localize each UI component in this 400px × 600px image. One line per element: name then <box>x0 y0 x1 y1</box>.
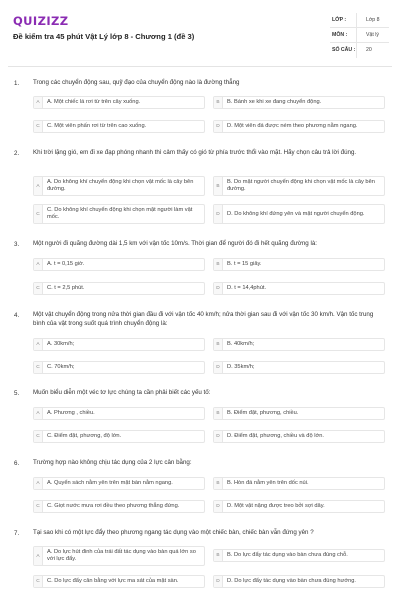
option-letter: B <box>214 478 223 489</box>
option-letter: A <box>34 478 43 489</box>
option-d[interactable] <box>213 430 385 443</box>
option-d[interactable] <box>213 120 385 133</box>
option-text: D. 35km/h; <box>227 364 255 370</box>
option-letter: C <box>34 501 43 512</box>
option-b[interactable] <box>213 338 385 351</box>
option-letter: D <box>214 283 223 294</box>
option-letter: B <box>214 259 223 270</box>
option-a[interactable] <box>33 338 205 351</box>
info-label: SỐ CÂU : <box>332 47 356 53</box>
option-text: B. Bánh xe khi xe đang chuyển động. <box>227 99 322 105</box>
option-b[interactable] <box>213 477 385 490</box>
option-d[interactable] <box>213 500 385 513</box>
info-label: LỚP : <box>332 17 347 23</box>
option-c[interactable] <box>33 282 205 295</box>
option-c[interactable] <box>33 120 205 133</box>
info-value: Vật lý <box>366 32 379 38</box>
option-letter: A <box>34 259 43 270</box>
option-letter: A <box>34 547 43 565</box>
question-text: Trường hợp nào không chịu tác dụng của 2 lực cân bằng: <box>33 459 192 466</box>
option-text: B. Hòn đá nằm yên trên dốc núi. <box>227 480 309 486</box>
question-text: Muốn biểu diễn một véc tơ lực chúng ta cần phải biết các yếu tố: <box>33 389 211 396</box>
option-text: D. Một vật nặng được treo bởi sợi dây. <box>227 503 325 509</box>
question-number: 4. <box>14 312 20 319</box>
option-text: A. Do lực hút đinh của trái đất tác dụng vào bàn quá lớn so với lực đẩy. <box>47 549 196 562</box>
info-row-subject <box>330 28 389 43</box>
info-row-count <box>330 43 389 58</box>
option-letter: B <box>214 408 223 419</box>
option-text: A. Một chiếc lá rơi từ trên cây xuống. <box>47 99 141 105</box>
option-letter: D <box>214 431 223 442</box>
option-b[interactable] <box>213 258 385 271</box>
option-a[interactable] <box>33 176 205 196</box>
option-text: B. Do mặt người chuyển động khi chọn vật mốc là cây bên đường. <box>227 179 375 192</box>
option-d[interactable] <box>213 282 385 295</box>
option-text: A. t = 0,15 giờ. <box>47 261 85 267</box>
option-letter: A <box>34 339 43 350</box>
option-a[interactable] <box>33 546 205 566</box>
worksheet-header <box>0 0 400 66</box>
header-divider <box>8 66 392 67</box>
option-text: D. Một viên đá được ném theo phương nằm ngang. <box>227 123 358 129</box>
option-letter: C <box>34 576 43 587</box>
option-c[interactable] <box>33 500 205 513</box>
option-letter: D <box>214 501 223 512</box>
question-text: Một người đi quãng đường dài 1,5 km với vận tốc 10m/s. Thời gian để người đó đi hết quãng đường là: <box>33 240 317 247</box>
option-text: D. Do lực đẩy tác dụng vào bàn chưa đúng hướng. <box>227 578 356 584</box>
question-number: 3. <box>14 241 20 248</box>
option-letter: C <box>34 121 43 132</box>
option-letter: C <box>34 205 43 223</box>
option-d[interactable] <box>213 575 385 588</box>
option-text: C. 70km/h; <box>47 364 75 370</box>
option-b[interactable] <box>213 549 385 562</box>
option-a[interactable] <box>33 96 205 109</box>
option-letter: B <box>214 97 223 108</box>
option-text: D. t = 14,4phút. <box>227 285 267 291</box>
info-value: 20 <box>366 47 372 53</box>
option-c[interactable] <box>33 430 205 443</box>
option-text: D. Điểm đặt, phương, chiều và độ lớn. <box>227 433 324 439</box>
option-letter: D <box>214 121 223 132</box>
option-text: B. Điểm đặt, phương, chiều. <box>227 410 299 416</box>
option-text: A. Quyển sách nằm yên trên mặt bàn nằm ngang. <box>47 480 173 486</box>
option-text: C. Giọt nước mưa rơi đều theo phương thẳng đứng. <box>47 503 180 509</box>
option-text: C. Một viên phấn rơi từ trên cao xuống. <box>47 123 147 129</box>
question-number: 7. <box>14 530 20 537</box>
question-number: 6. <box>14 460 20 467</box>
option-letter: A <box>34 177 43 195</box>
option-text: A. Do không khí chuyển động khi chọn vật mốc là cây bên đường. <box>47 179 194 192</box>
option-letter: C <box>34 431 43 442</box>
option-text: A. 30km/h; <box>47 341 75 347</box>
info-value: Lớp 8 <box>366 17 380 23</box>
option-text: B. 40km/h; <box>227 341 255 347</box>
option-text: C. Điểm đặt, phương, độ lớn. <box>47 433 122 439</box>
info-label: MÔN : <box>332 32 348 38</box>
option-d[interactable] <box>213 361 385 374</box>
question-text: Tại sao khi có một lực đẩy theo phương ngang tác dụng vào một chiếc bàn, chiếc bàn vẫn đứng yên ? <box>33 529 314 536</box>
option-letter: D <box>214 362 223 373</box>
question-number: 5. <box>14 390 20 397</box>
option-text: C. Do không khí chuyển động khi chọn mặt người làm vật mốc. <box>47 207 193 220</box>
option-letter: A <box>34 97 43 108</box>
option-b[interactable] <box>213 407 385 420</box>
option-c[interactable] <box>33 361 205 374</box>
option-b[interactable] <box>213 96 385 109</box>
option-c[interactable] <box>33 575 205 588</box>
option-a[interactable] <box>33 477 205 490</box>
option-letter: D <box>214 205 223 223</box>
info-row-class <box>330 13 389 28</box>
option-text: D. Do không khí đứng yên và mặt người chuyển động. <box>227 210 365 217</box>
option-a[interactable] <box>33 258 205 271</box>
question-text: Khi trời lặng gió, em đi xe đạp phóng nhanh thì cảm thấy có gió từ phía trước thổi vào mặt. Hãy chọn câu trả lời đúng. <box>33 149 357 156</box>
question-number: 2. <box>14 150 20 157</box>
option-letter: B <box>214 177 223 195</box>
option-text: C. Do lực đẩy cân bằng với lực ma sát của mặt sàn. <box>47 578 179 584</box>
option-text: B. Do lực đẩy tác dụng vào bàn chưa đúng chỗ. <box>227 552 348 558</box>
option-letter: B <box>214 550 223 561</box>
question-number: 1. <box>14 80 20 87</box>
option-text: B. t = 15 giây. <box>227 261 262 267</box>
option-letter: A <box>34 408 43 419</box>
question-text: Trong các chuyển động sau, quỹ đạo của chuyển động nào là đường thẳng <box>33 79 240 86</box>
option-text: A. Phương , chiều. <box>47 410 95 416</box>
option-text: C. t = 2,5 phút. <box>47 285 85 291</box>
option-letter: C <box>34 283 43 294</box>
option-d[interactable] <box>213 204 385 224</box>
quizizz-logo: QUIZIZZ <box>13 14 69 28</box>
info-box <box>330 13 389 58</box>
option-letter: B <box>214 339 223 350</box>
exam-title: Đề kiểm tra 45 phút Vật Lý lớp 8 - Chương 1 (đề 3) <box>13 32 195 41</box>
option-a[interactable] <box>33 407 205 420</box>
option-c[interactable] <box>33 204 205 224</box>
option-letter: C <box>34 362 43 373</box>
question-text: Một vật chuyển động trong nửa thời gian đầu đi với vận tốc 40 km/h; nửa thời gian sau đi với vận tốc 30 km/h. Vận tốc trung bình của vật trong suốt quá trình chuyển động là: <box>33 311 374 328</box>
option-letter: D <box>214 576 223 587</box>
option-b[interactable] <box>213 176 385 196</box>
